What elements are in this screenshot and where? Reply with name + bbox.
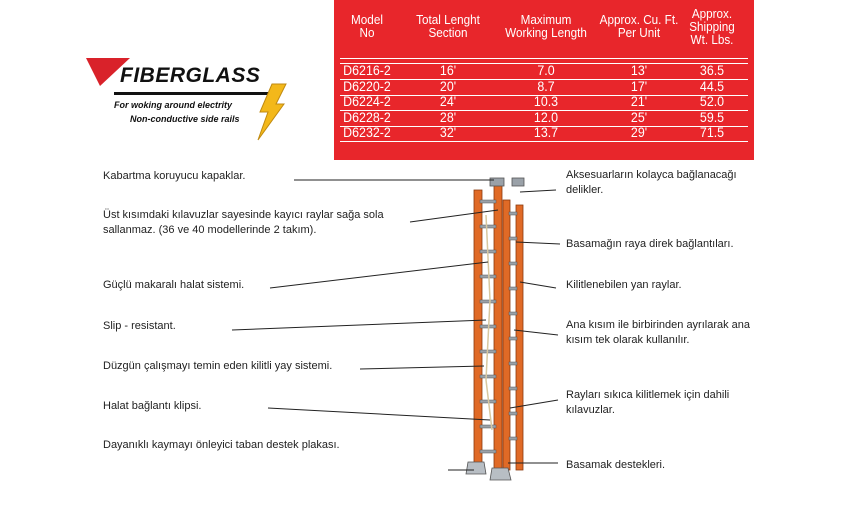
callout-rope-clip: Halat bağlantı klipsi. (103, 400, 202, 412)
table-cell: D6220-2 (343, 78, 391, 94)
table-cell: 52.0 (699, 94, 725, 109)
rung (480, 200, 496, 203)
fly-rung (509, 237, 517, 240)
leader-rope-system (270, 262, 488, 288)
leader-guides (410, 210, 498, 222)
leader-accessory-holes (520, 190, 556, 192)
rung (480, 275, 496, 278)
header-shipping-wt-line: Approx. (691, 5, 733, 21)
fly-rung (509, 387, 517, 390)
table-cell: 12.0 (533, 109, 559, 125)
fly-rung (509, 362, 517, 365)
header-cu-ft-line: Per Unit (617, 25, 661, 40)
header-shipping-wt-line: Wt. Lbs. (690, 31, 734, 47)
leader-spring-lock (360, 366, 484, 369)
table-cell: 7.0 (537, 63, 555, 78)
table-cell: 20' (439, 78, 457, 94)
table-cell: 13' (630, 63, 648, 78)
fly-left-rail (503, 200, 510, 470)
logo-brand-text: FIBERGLASS (120, 64, 261, 87)
table-cell: 25' (630, 109, 648, 125)
header-model-no-line: Model (351, 12, 383, 27)
callout-accessory-holes-line2: delikler. (566, 184, 604, 196)
rung (480, 450, 496, 453)
fly-rung (509, 212, 517, 215)
table-cell: 13.7 (533, 125, 559, 140)
header-working-length-line: Working Length (505, 25, 587, 40)
fly-rung (509, 337, 517, 340)
header-shipping-wt-line: Shipping (689, 18, 735, 34)
table-cell: 71.5 (699, 125, 725, 140)
rung (480, 300, 496, 303)
logo-tagline-1: For woking around electrity (114, 100, 233, 110)
fly-section (503, 200, 523, 470)
table-cell: 17' (630, 78, 648, 94)
callout-internal-guides-line2: kılavuzlar. (566, 404, 615, 416)
fly-rung (509, 287, 517, 290)
callout-guides-line2: sallanmaz. (36 ve 40 modellerinde 2 takım). (103, 224, 317, 236)
callout-guides-line1: Üst kısımdaki kılavuzlar sayesinde kayıcı raylar sağa sola (103, 209, 384, 221)
header-total-length-line: Total Lenght (416, 12, 480, 27)
top-cap-left (490, 178, 504, 186)
fly-rung (509, 262, 517, 265)
foot-right (490, 468, 511, 480)
table-cell: D6216-2 (343, 63, 391, 78)
callout-rope-system: Güçlü makaralı halat sistemi. (103, 279, 245, 291)
callout-base-plate: Dayanıklı kaymayı önleyici taban destek plakası. (103, 439, 340, 451)
table-cell: 36.5 (699, 63, 725, 78)
header-cu-ft-line: Approx. Cu. Ft. (599, 12, 679, 27)
callout-locking-rails: Kilitlenebilen yan raylar. (566, 279, 682, 291)
table-cell: 24' (439, 94, 457, 109)
table-cell: 10.3 (533, 94, 559, 109)
callout-separable-line1: Ana kısım ile birbirinden ayrılarak ana (566, 319, 751, 331)
table-cell: 59.5 (699, 109, 725, 125)
leader-rope-clip (268, 408, 490, 420)
table-cell: 28' (439, 109, 457, 125)
rung (480, 375, 496, 378)
logo-tagline-2: Non-conductive side rails (130, 114, 240, 124)
rung (480, 225, 496, 228)
table-cell: D6228-2 (343, 109, 391, 125)
table-cell: D6224-2 (343, 94, 391, 109)
leader-slip-resistant (232, 320, 486, 330)
callout-protective-caps: Kabartma koruyucu kapaklar. (103, 170, 246, 182)
header-model-no-line: No (359, 25, 375, 40)
table-cell: D6232-2 (343, 125, 391, 140)
table-cell: 32' (439, 125, 457, 140)
table-cell: 44.5 (699, 78, 725, 94)
callout-spring-lock: Düzgün çalışmayı temin eden kilitli yay sistemi. (103, 360, 333, 372)
header-working-length-line: Maximum (520, 12, 572, 27)
callout-slip-resistant: Slip - resistant. (103, 320, 176, 332)
leader-locking-rails (520, 282, 556, 288)
callout-separable-line2: kısım tek olarak kullanılır. (566, 334, 690, 346)
top-cap-right (512, 178, 524, 186)
fly-rung (509, 437, 517, 440)
table-cell: 16' (439, 63, 457, 78)
fly-rung (509, 412, 517, 415)
callout-rung-rail-joint: Basamağın raya direk bağlantıları. (566, 238, 734, 250)
callout-accessory-holes-line1: Aksesuarların kolayca bağlanacağı (566, 169, 737, 181)
table-cell: 8.7 (537, 78, 555, 94)
foot-left (466, 462, 486, 474)
callout-internal-guides-line1: Rayları sıkıca kilitlemek için dahili (566, 389, 730, 401)
rung (480, 425, 496, 428)
table-cell: 21' (630, 94, 648, 109)
header-total-length-line: Section (428, 25, 468, 40)
halyard-rope (486, 215, 492, 430)
fly-rung (509, 312, 517, 315)
callout-rung-supports: Basamak destekleri. (566, 459, 666, 471)
table-cell: 29' (630, 125, 648, 140)
